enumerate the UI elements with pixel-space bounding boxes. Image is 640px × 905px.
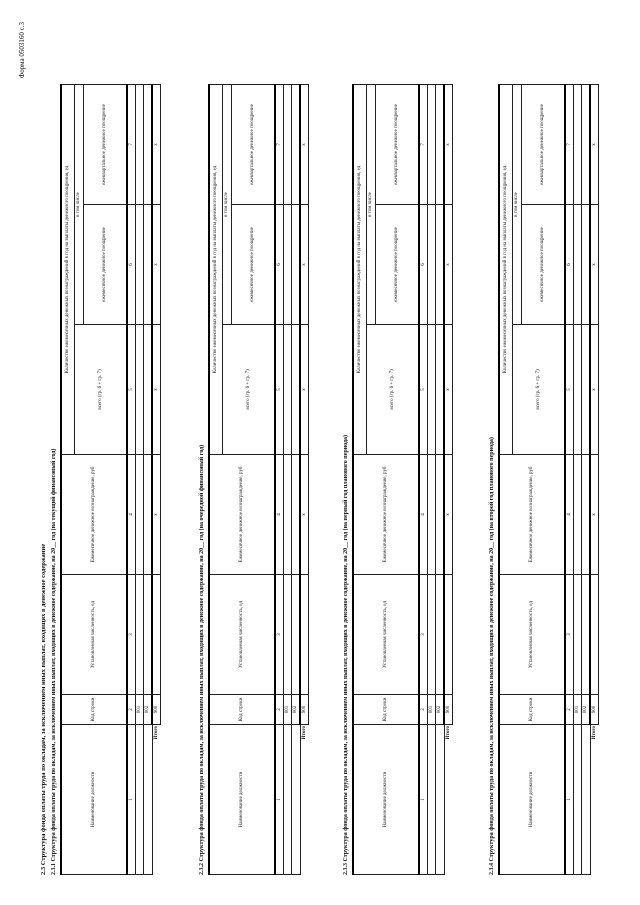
col-header-staff: Установленная численность, ед <box>61 575 127 695</box>
position-name-cell[interactable] <box>136 725 144 875</box>
value-cell[interactable] <box>284 575 292 695</box>
col-header-total: всего (гр. 6 + гр. 7) <box>513 325 566 455</box>
col-header-total: всего (гр. 6 + гр. 7) <box>367 325 420 455</box>
table-title: 2.3.1 Структура фонда оплаты труда по окладам, за исключением иных выплат, входящих в денежное содержание, на 20__ год (на текущий финансовый год) <box>51 448 57 875</box>
col-header-monthly-bonus: ежемесячное денежное поощрение <box>522 205 566 325</box>
x-mark: x <box>152 84 161 204</box>
col-header-in-which: в том числе <box>367 84 376 324</box>
total-staff[interactable] <box>444 575 453 695</box>
value-cell[interactable] <box>284 325 292 455</box>
row-code: 002 <box>582 695 591 725</box>
position-name-cell[interactable] <box>144 725 153 875</box>
col-header-staff: Установленная численность, ед <box>353 575 419 695</box>
salary-structure-table <box>208 84 309 875</box>
row-code: 002 <box>436 695 445 725</box>
table-row <box>582 84 591 874</box>
column-number: 5 <box>275 325 284 455</box>
value-cell[interactable] <box>582 455 591 575</box>
col-header-staff: Установленная численность, ед <box>499 575 565 695</box>
column-number: 5 <box>127 325 136 455</box>
value-cell[interactable] <box>144 325 153 455</box>
column-number: 1 <box>275 725 284 875</box>
column-number: 6 <box>127 205 136 325</box>
value-cell[interactable] <box>284 84 292 204</box>
x-mark: x <box>300 205 309 325</box>
column-number: 2 <box>275 695 284 725</box>
column-number: 3 <box>275 575 284 695</box>
col-header-group: Количество ежемесячных денежных вознаграждений в год на выплаты денежного поощрения, ед <box>353 84 367 454</box>
value-cell[interactable] <box>292 325 301 455</box>
row-code: 001 <box>136 695 144 725</box>
position-name-cell[interactable] <box>574 725 582 875</box>
column-number: 5 <box>565 325 574 455</box>
table-title: 2.3.4 Структура фонда оплаты труда по окладам, за исключением иных выплат, входящих в денежное содержание, на 20__ год (на второй год планового периода) <box>489 437 495 875</box>
total-staff[interactable] <box>590 575 599 695</box>
column-number: 7 <box>275 84 284 204</box>
column-number: 7 <box>127 84 136 204</box>
value-cell[interactable] <box>436 455 445 575</box>
col-header-group: Количество ежемесячных денежных вознаграждений в год на выплаты денежного поощрения, ед <box>61 84 75 454</box>
table-block <box>340 85 453 875</box>
col-header-in-which: в том числе <box>223 84 232 324</box>
x-mark: x <box>444 455 453 575</box>
table-row <box>428 84 436 874</box>
value-cell[interactable] <box>582 575 591 695</box>
value-cell[interactable] <box>436 84 445 204</box>
value-cell[interactable] <box>582 325 591 455</box>
x-mark: x <box>152 455 161 575</box>
column-number: 3 <box>419 575 428 695</box>
value-cell[interactable] <box>144 575 153 695</box>
value-cell[interactable] <box>574 84 582 204</box>
total-staff[interactable] <box>152 575 161 695</box>
total-code: 900 <box>590 695 599 725</box>
row-code: 001 <box>284 695 292 725</box>
value-cell[interactable] <box>428 205 436 325</box>
salary-structure-table <box>498 84 599 875</box>
value-cell[interactable] <box>292 84 301 204</box>
col-header-code: Код строки <box>353 695 419 725</box>
position-name-cell[interactable] <box>582 725 591 875</box>
value-cell[interactable] <box>284 455 292 575</box>
x-mark: x <box>590 84 599 204</box>
column-number: 7 <box>565 84 574 204</box>
table-title: 2.3.3 Структура фонда оплаты труда по окладам, за исключением иных выплат, входящих в денежное содержание, на 20__ год (на первый год планового периода) <box>343 434 349 875</box>
column-number: 1 <box>565 725 574 875</box>
value-cell[interactable] <box>136 325 144 455</box>
column-number: 1 <box>127 725 136 875</box>
value-cell[interactable] <box>574 575 582 695</box>
column-number: 4 <box>127 455 136 575</box>
table-row <box>436 84 445 874</box>
table-row <box>284 84 292 874</box>
value-cell[interactable] <box>136 455 144 575</box>
col-header-code: Код строки <box>499 695 565 725</box>
position-name-cell[interactable] <box>436 725 445 875</box>
col-header-code: Код строки <box>61 695 127 725</box>
value-cell[interactable] <box>292 575 301 695</box>
col-header-total: всего (гр. 6 + гр. 7) <box>223 325 276 455</box>
col-header-name: Наименование должности <box>209 725 275 875</box>
section-title: 2.3 Структура фонда оплаты труда по окладам, за исключением иных выплат, входящих в денежное содержание <box>40 543 47 875</box>
value-cell[interactable] <box>144 205 153 325</box>
form-number: Форма 0503160 с.3 <box>18 22 26 79</box>
column-number: 2 <box>565 695 574 725</box>
x-mark: x <box>444 84 453 204</box>
column-number: 3 <box>127 575 136 695</box>
position-name-cell[interactable] <box>284 725 292 875</box>
col-header-in-which: в том числе <box>75 84 84 324</box>
row-code: 002 <box>144 695 153 725</box>
table-row <box>292 84 301 874</box>
total-staff[interactable] <box>300 575 309 695</box>
total-code: 900 <box>152 695 161 725</box>
value-cell[interactable] <box>284 205 292 325</box>
column-number: 6 <box>419 205 428 325</box>
col-header-quarterly-bonus: ежеквартальное денежное поощрение <box>376 84 420 204</box>
x-mark: x <box>590 205 599 325</box>
col-header-group: Количество ежемесячных денежных вознаграждений в год на выплаты денежного поощрения, ед <box>209 84 223 454</box>
col-header-name: Наименование должности <box>499 725 565 875</box>
value-cell[interactable] <box>136 575 144 695</box>
table-row <box>574 84 582 874</box>
salary-structure-table <box>352 84 453 875</box>
x-mark: x <box>152 325 161 455</box>
col-header-monthly-pay: Ежемесячное денежное вознаграждение, руб <box>209 455 275 575</box>
position-name-cell[interactable] <box>428 725 436 875</box>
value-cell[interactable] <box>436 205 445 325</box>
x-mark: x <box>300 455 309 575</box>
col-header-group: Количество ежемесячных денежных вознаграждений в год на выплаты денежного поощрения, ед <box>499 84 513 454</box>
column-number: 7 <box>419 84 428 204</box>
x-mark: x <box>300 84 309 204</box>
table-row <box>144 84 153 874</box>
col-header-in-which: в том числе <box>513 84 522 324</box>
column-number: 3 <box>565 575 574 695</box>
total-code: 900 <box>300 695 309 725</box>
x-mark: x <box>444 325 453 455</box>
col-header-name: Наименование должности <box>353 725 419 875</box>
x-mark: x <box>152 205 161 325</box>
column-number: 1 <box>419 725 428 875</box>
value-cell[interactable] <box>136 205 144 325</box>
value-cell[interactable] <box>428 575 436 695</box>
col-header-monthly-bonus: ежемесячное денежное поощрение <box>232 205 276 325</box>
row-code: 001 <box>574 695 582 725</box>
col-header-monthly-pay: Ежемесячное денежное вознаграждение, руб <box>499 455 565 575</box>
column-number: 6 <box>275 205 284 325</box>
row-code: 001 <box>428 695 436 725</box>
column-number: 5 <box>419 325 428 455</box>
column-number: 4 <box>565 455 574 575</box>
col-header-monthly-pay: Ежемесячное денежное вознаграждение, руб <box>61 455 127 575</box>
total-code: 900 <box>444 695 453 725</box>
table-row <box>136 84 144 874</box>
col-header-code: Код строки <box>209 695 275 725</box>
value-cell[interactable] <box>428 325 436 455</box>
value-cell[interactable] <box>144 84 153 204</box>
column-number: 2 <box>127 695 136 725</box>
value-cell[interactable] <box>582 205 591 325</box>
total-label: Итого <box>153 726 159 740</box>
column-number: 4 <box>419 455 428 575</box>
col-header-staff: Установленная численность, ед <box>209 575 275 695</box>
value-cell[interactable] <box>574 205 582 325</box>
total-label: Итого <box>445 726 451 740</box>
col-header-monthly-bonus: ежемесячное денежное поощрение <box>376 205 420 325</box>
col-header-quarterly-bonus: ежеквартальное денежное поощрение <box>522 84 566 204</box>
col-header-quarterly-bonus: ежеквартальное денежное поощрение <box>232 84 276 204</box>
col-header-total: всего (гр. 6 + гр. 7) <box>75 325 128 455</box>
x-mark: x <box>300 325 309 455</box>
col-header-quarterly-bonus: ежеквартальное денежное поощрение <box>84 84 128 204</box>
table-block <box>486 85 599 875</box>
x-mark: x <box>590 325 599 455</box>
value-cell[interactable] <box>144 455 153 575</box>
col-header-name: Наименование должности <box>61 725 127 875</box>
column-number: 4 <box>275 455 284 575</box>
table-block <box>48 85 161 875</box>
salary-structure-table <box>60 84 161 875</box>
value-cell[interactable] <box>292 455 301 575</box>
x-mark: x <box>590 455 599 575</box>
position-name-cell[interactable] <box>292 725 301 875</box>
value-cell[interactable] <box>136 84 144 204</box>
value-cell[interactable] <box>582 84 591 204</box>
total-label: Итого <box>301 726 307 740</box>
value-cell[interactable] <box>574 325 582 455</box>
x-mark: x <box>444 205 453 325</box>
value-cell[interactable] <box>574 455 582 575</box>
total-label: Итого <box>591 726 597 740</box>
column-number: 6 <box>565 205 574 325</box>
value-cell[interactable] <box>436 325 445 455</box>
value-cell[interactable] <box>428 455 436 575</box>
value-cell[interactable] <box>428 84 436 204</box>
value-cell[interactable] <box>292 205 301 325</box>
row-code: 002 <box>292 695 301 725</box>
col-header-monthly-pay: Ежемесячное денежное вознаграждение, руб <box>353 455 419 575</box>
table-title: 2.3.2 Структура фонда оплаты труда по окладам, за исключением иных выплат, входящих в денежное содержание, на 20__ год (на очередной финансовый год) <box>199 444 205 875</box>
value-cell[interactable] <box>436 575 445 695</box>
table-block <box>196 85 309 875</box>
column-number: 2 <box>419 695 428 725</box>
col-header-monthly-bonus: ежемесячное денежное поощрение <box>84 205 128 325</box>
